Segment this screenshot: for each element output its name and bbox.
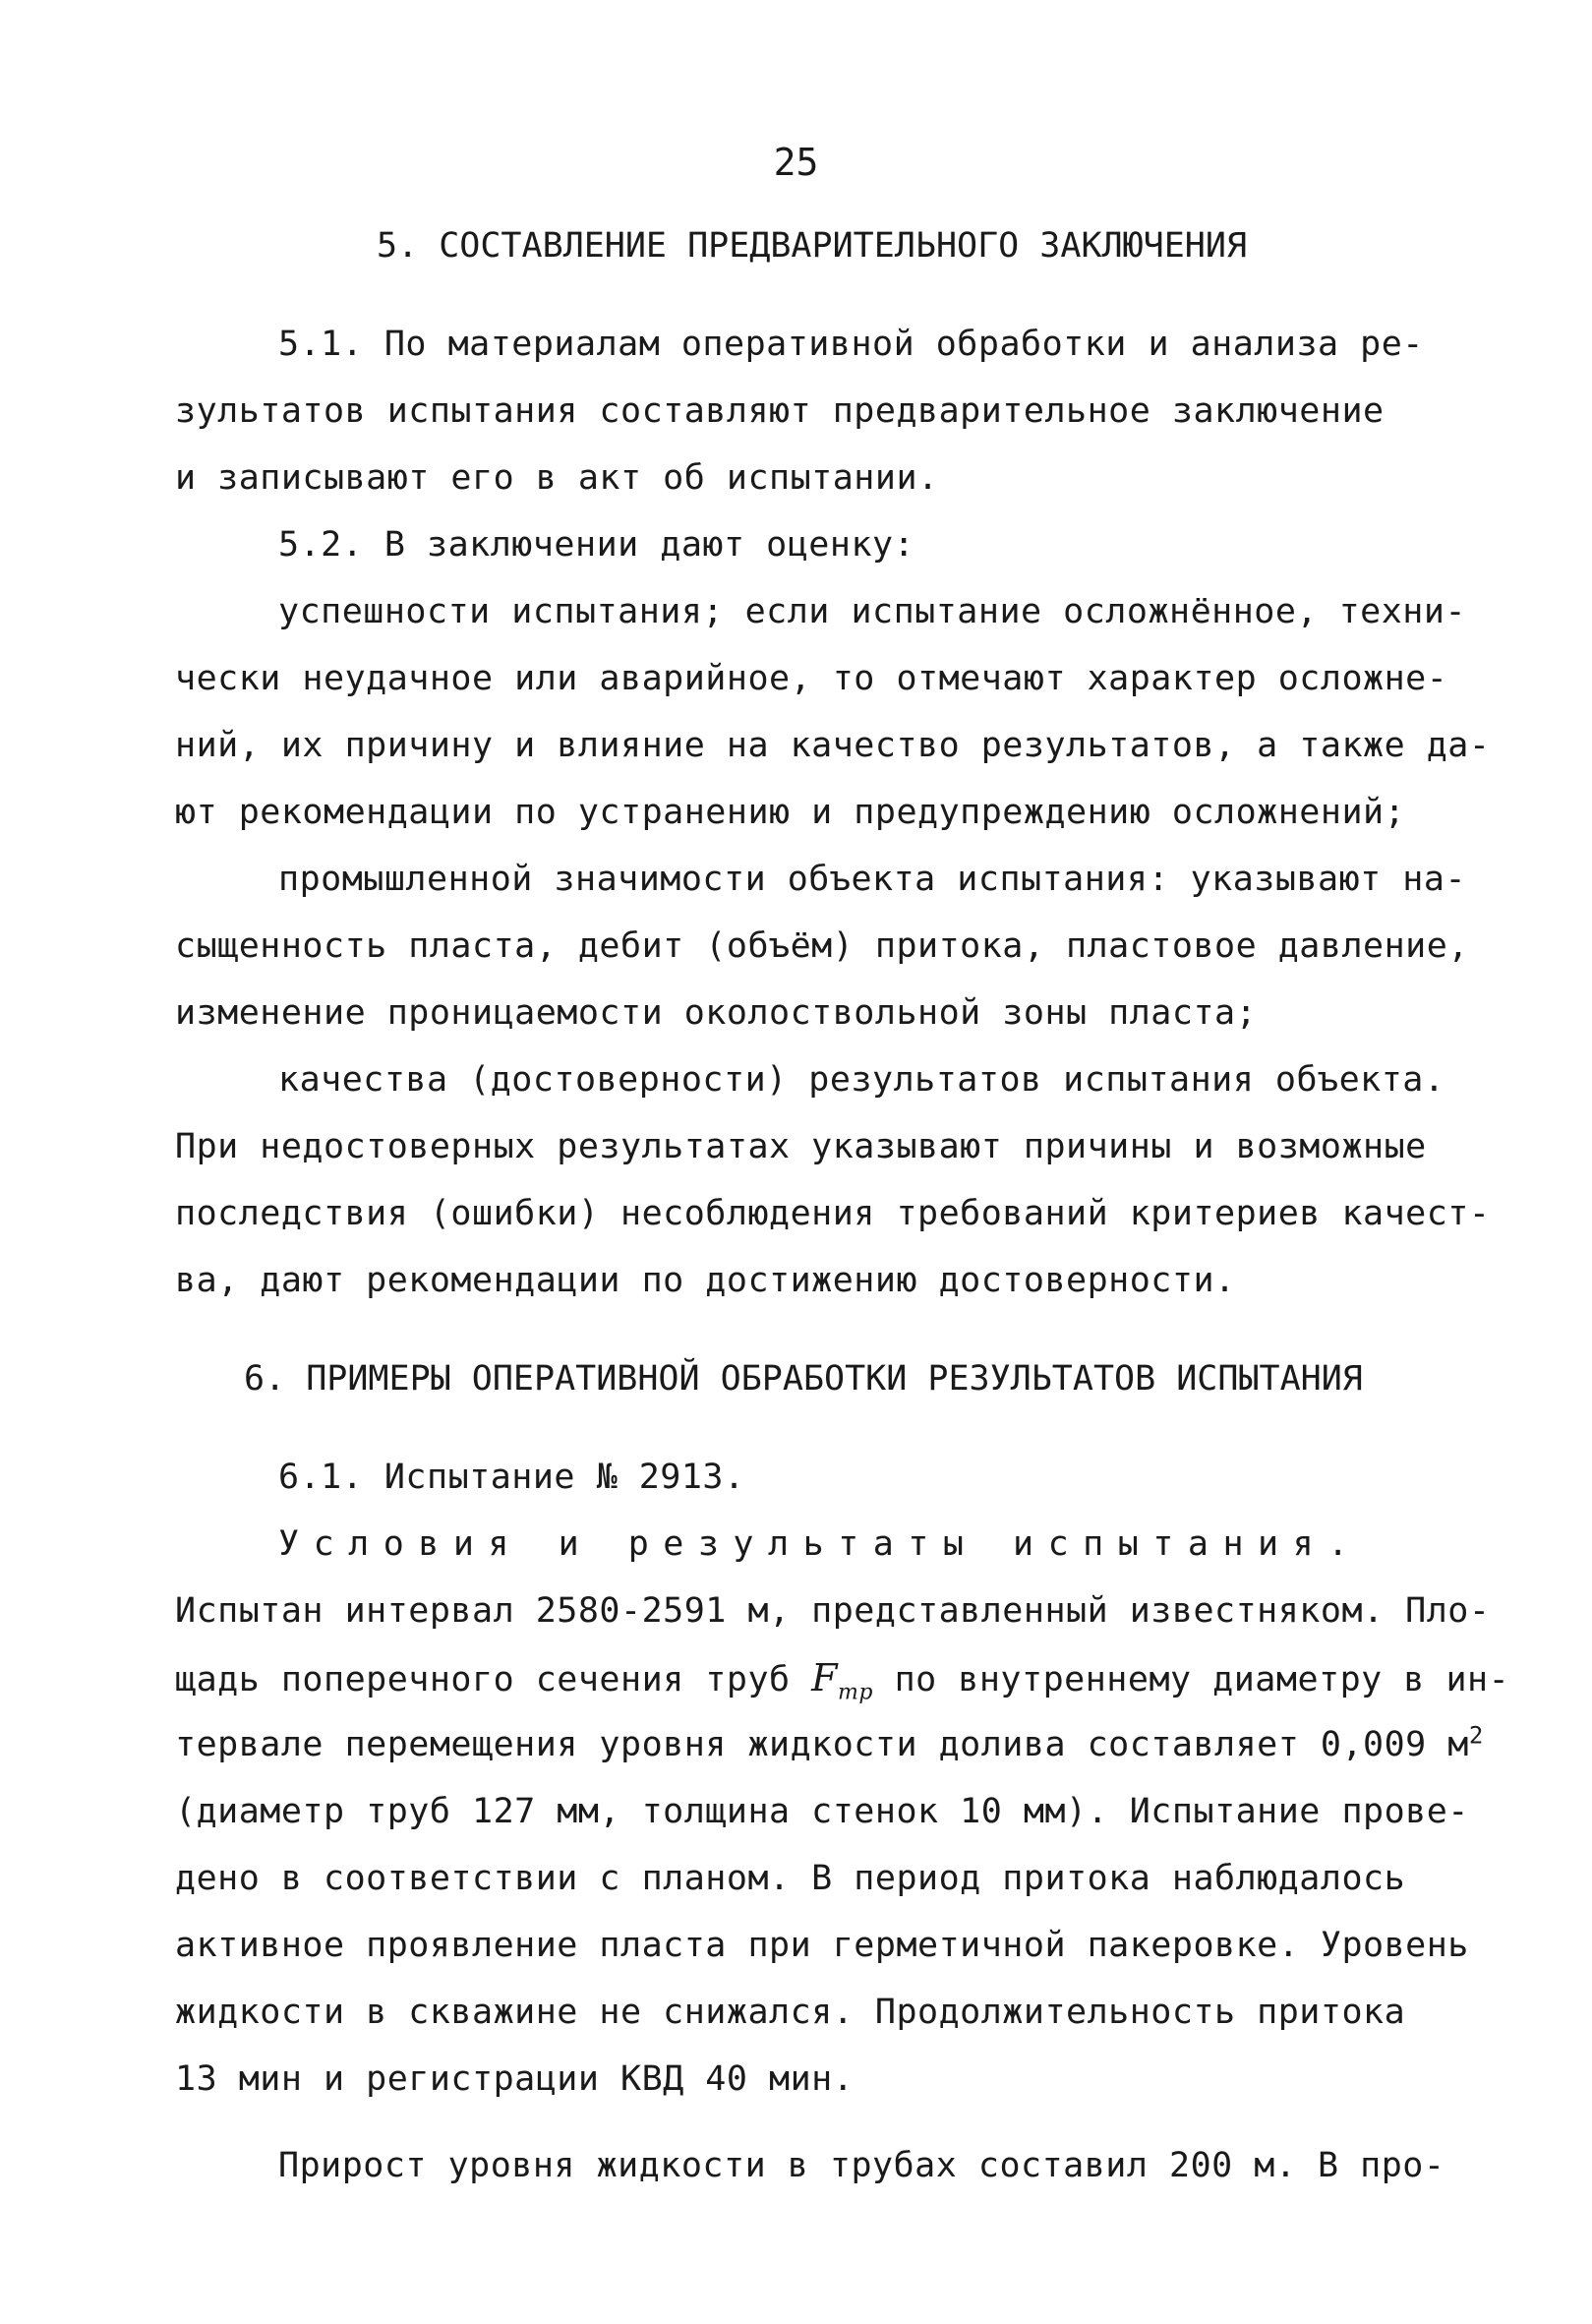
section-6-heading: 6. ПРИМЕРЫ ОПЕРАТИВНОЙ ОБРАБОТКИ РЕЗУЛЬТАТОВ ИСПЫТАНИЯ: [244, 1359, 1363, 1399]
spaced-section-title: Условия и результаты испытания.: [278, 1524, 1363, 1564]
paragraph-line: и записывают его в акт об испытании.: [175, 458, 939, 498]
paragraph-text: по внутреннему диаметру в ин-: [894, 1660, 1510, 1699]
paragraph-line: дено в соответствии с планом. В период притока наблюдалось: [175, 1859, 1406, 1898]
paragraph-text: щадь поперечного сечения труб: [175, 1660, 791, 1699]
paragraph-line: При недостоверных результатах указывают причины и возможные: [175, 1127, 1427, 1166]
superscript: 2: [1468, 1721, 1484, 1750]
paragraph-line: ний, их причину и влияние на качество результатов, а также да-: [175, 726, 1491, 765]
paragraph-line: [175, 1656, 1509, 1715]
paragraph-line: успешности испытания; если испытание осложнённое, техни-: [278, 592, 1467, 631]
paragraph-line: ют рекомендации по устранению и предупреждению осложнений;: [175, 793, 1406, 832]
paragraph-line: 5.2. В заключении дают оценку:: [278, 525, 915, 565]
example-subheading: 6.1. Испытание № 2913.: [278, 1458, 745, 1497]
paragraph-line: [175, 1723, 1484, 1766]
paragraph-line: последствия (ошибки) несоблюдения требований критериев качест-: [175, 1194, 1491, 1233]
section-5-heading: 5. СОСТАВЛЕНИЕ ПРЕДВАРИТЕЛЬНОГО ЗАКЛЮЧЕНИЯ: [377, 226, 1248, 266]
paragraph-line: активное проявление пласта при герметичной пакеровке. Уровень: [175, 1926, 1469, 1965]
paragraph-line: 13 мин и регистрации КВД 40 мин.: [175, 2059, 855, 2099]
paragraph-line: Испытан интервал 2580-2591 м, представленный известняком. Пло-: [175, 1591, 1491, 1631]
paragraph-line: Прирост уровня жидкости в трубах составил 200 м. В про-: [278, 2146, 1445, 2185]
paragraph-line: (диаметр труб 127 мм, толщина стенок 10 мм). Испытание прове-: [175, 1792, 1469, 1831]
cross-section-symbol: $F_{тр}$: [811, 1656, 873, 1705]
paragraph-line: 5.1. По материалам оперативной обработки и анализа ре-: [278, 325, 1424, 364]
paragraph-line: жидкости в скважине не снижался. Продолжительность притока: [175, 1993, 1406, 2032]
paragraph-text: тервале перемещения уровня жидкости долива составляет 0,009 м: [175, 1725, 1469, 1764]
paragraph-line: сыщенность пласта, дебит (объём) притока, пластовое давление,: [175, 926, 1469, 966]
paragraph-line: изменение проницаемости околоствольной зоны пласта;: [175, 993, 1258, 1033]
paragraph-line: зультатов испытания составляют предварительное заключение: [175, 391, 1385, 431]
page-number: 25: [773, 141, 819, 184]
paragraph-line: качества (достоверности) результатов испытания объекта.: [278, 1060, 1445, 1100]
paragraph-line: ва, дают рекомендации по достижению достоверности.: [175, 1261, 1236, 1300]
paragraph-line: промышленной значимости объекта испытания: указывают на-: [278, 860, 1467, 899]
paragraph-line: чески неудачное или аварийное, то отмечают характер осложне-: [175, 659, 1448, 698]
